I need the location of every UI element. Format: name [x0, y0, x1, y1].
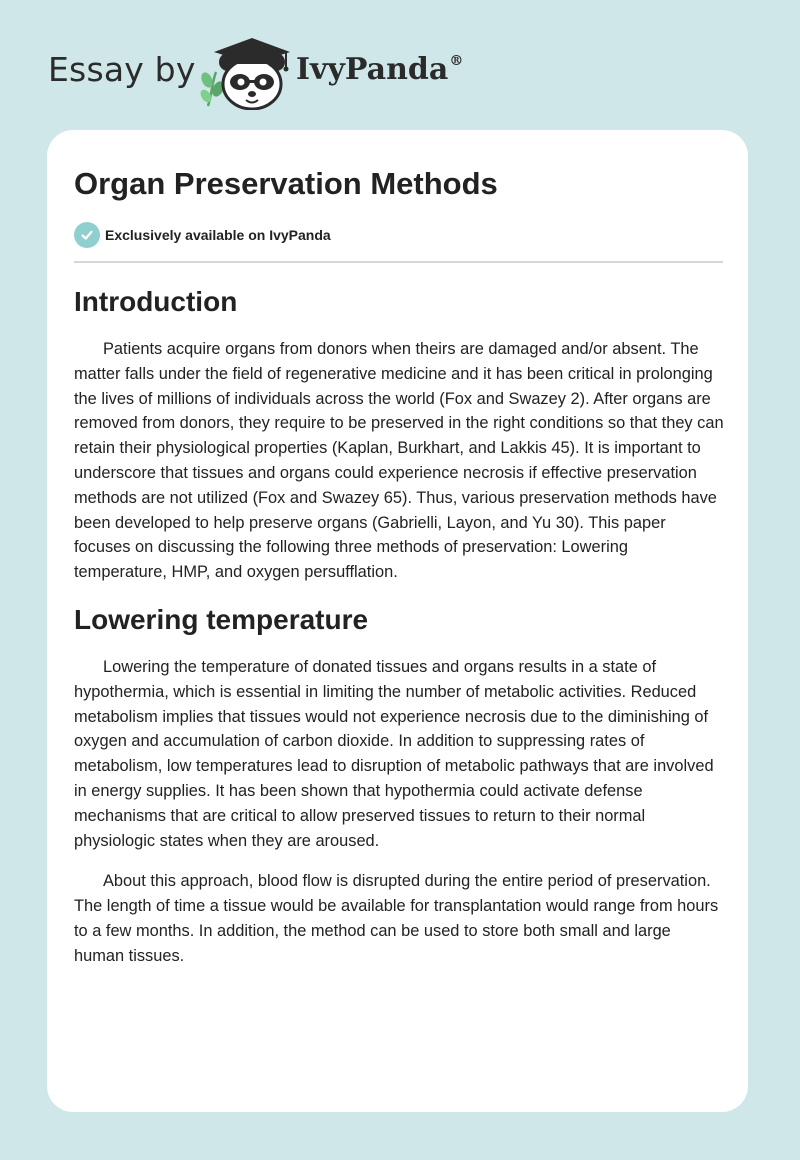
paragraph: Lowering the temperature of donated tissues and organs results in a state of hypothermia, which is essential in limiting the number of metabolic activities. Reduced metabolism implies that tissues would not experience necrosis due to the diminishing of oxygen and accumulation of carbon dioxide. In addition to suppressing rates of metabolism, low temperatures lead to disruption of metabolic pathways that are involved in energy supplies. It has been shown that hypothermia could activate defense mechanisms that are critical to allow preserved tissues to return to their normal physiologic states when they are aroused. — [74, 657, 714, 850]
page-title: Organ Preservation Methods — [74, 166, 498, 201]
registered-mark: ® — [449, 53, 464, 69]
paragraph: About this approach, blood flow is disrupted during the entire period of preservation. The length of time a tissue would be available for transplantation would range from hours to a few months. In addition, the method can be used to store both small and large human tissues. — [74, 872, 719, 965]
paragraph: Patients acquire organs from donors when theirs are damaged and/or absent. The matter falls under the field of regenerative medicine and it has been critical in prolonging the lives of millions of individuals across the world (Fox and Swazey 2). After organs are removed from donors, they require to be preserved in the right conditions so that they can retain their physiological properties (Kaplan, Burkhart, and Lakkis 45). It is important to underscore that tissues and organs could experience necrosis if effective preservation methods are not utilized (Fox and Swazey 65). Thus, various preservation methods have been developed to help preserve organs (Gabrielli, Layon, and Yu 30). This paper focuses on discussing the following three methods of preservation: Lowering temperature, HMP, and oxygen persufflation. — [74, 340, 724, 582]
exclusive-badge — [74, 222, 331, 248]
document-card — [47, 130, 748, 1112]
divider — [74, 261, 723, 263]
section-heading-introduction: Introduction — [74, 286, 238, 317]
brand-name[interactable] — [296, 52, 463, 87]
check-icon — [74, 222, 100, 248]
badge-label: Exclusively available on IvyPanda — [105, 227, 331, 243]
essay-body — [74, 285, 724, 969]
panda-logo-icon[interactable] — [198, 34, 294, 110]
essay-by-label: Essay by — [48, 50, 196, 89]
site-header — [0, 0, 800, 130]
section-heading-lowering-temperature: Lowering temperature — [74, 603, 369, 635]
brand-text: IvyPanda — [296, 52, 449, 87]
